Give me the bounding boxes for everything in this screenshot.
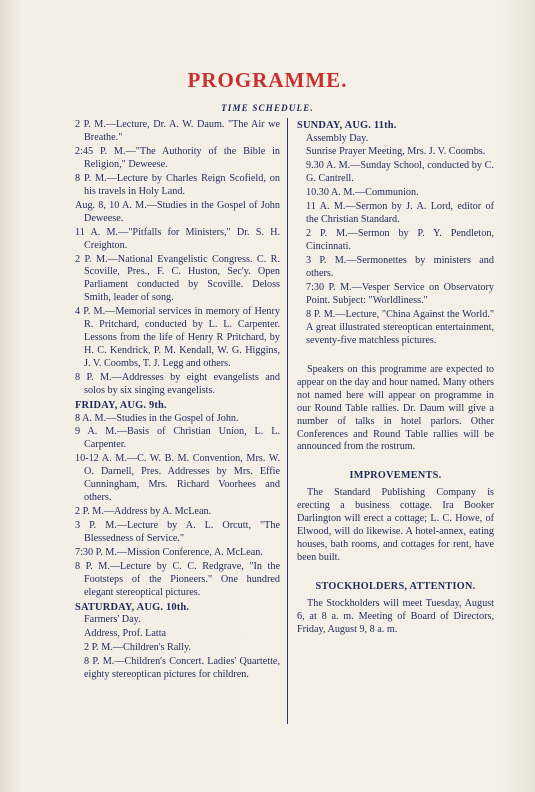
schedule-entry: 8 A. M.—Studies in the Gospel of John. — [75, 412, 239, 424]
section-heading: IMPROVEMENTS. — [349, 470, 442, 482]
schedule-entry: 8 P. M.—Lecture, "China Against the World." A great illustrated stereoptican entertainment, seventy-five matchless pictures. — [306, 308, 494, 346]
schedule-entry: 8 P. M.—Lecture by Charles Reign Scofield, on his travels in Holy Land. — [75, 172, 280, 197]
schedule-entry: 7:30 P. M.—Mission Conference, A. McLean. — [75, 547, 263, 559]
schedule-entry: 2:45 P. M.—"The Authority of the Bible in Religion," Deweese. — [75, 145, 280, 170]
schedule-entry: 8 P. M.—Children's Concert. Ladies' Quartette, eighty stereoptican pictures for children. — [84, 656, 280, 681]
schedule-entry: 2 P. M.—National Evangelistic Congress. C. R. Scoville, Pres., F. C. Huston, Sec'y. Open Parliament conducted by Scoville. Deloss Smith, leader of song. — [75, 253, 280, 304]
day-heading: SUNDAY, AUG. 11th. — [297, 120, 397, 131]
schedule-entry: 3 P. M.—Sermonettes by ministers and others. — [306, 255, 494, 280]
schedule-entry: 2 P. M.—Address by A. McLean. — [75, 506, 212, 518]
schedule-entry: 7:30 P. M.—Vesper Service on Observatory Point. Subject: "Worldliness." — [306, 281, 494, 306]
schedule-entry: 3 P. M.—Lecture by A. L. Orcutt, "The Blessedness of Service." — [75, 520, 280, 545]
schedule-entry: Farmers' Day. — [84, 614, 141, 626]
schedule-entry: Assembly Day. — [306, 132, 369, 144]
page-subtitle: TIME SCHEDULE. — [221, 103, 314, 113]
schedule-entry: 2 P. M.—Children's Rally. — [84, 642, 192, 654]
schedule-entry: 2 P. M.—Lecture, Dr. A. W. Daum. "The Air we Breathe." — [75, 119, 280, 143]
column-divider — [287, 118, 288, 724]
schedule-entry: Sunrise Prayer Meeting, Mrs. J. V. Coombs. — [306, 146, 486, 158]
page-title: PROGRAMME. — [187, 68, 348, 92]
day-heading: FRIDAY, AUG. 9th. — [75, 400, 167, 412]
right-column — [297, 119, 494, 637]
schedule-entry: 4 P. M.—Memorial services in memory of Henry R. Pritchard, conducted by L. L. Carpenter. Lessons from the life of Henry R Pritchard, by H. C. Kendrick, P. M. Kendall, W. G. Higgins, J. V. Coombs, T. J. Legg and others. — [75, 306, 280, 370]
schedule-entry: Aug. 8, 10 A. M.—Studies in the Gospel of John Deweese. — [75, 199, 280, 224]
notice-paragraph: The Standard Publishing Company is erecting a business cottage. Ira Booker Darlington will erect a cottage; L. C. Howe, of Elwood, will do likewise. A hotel-annex, eating houses, bath rooms, and cottages for rent, have been built. — [297, 487, 494, 564]
schedule-entry: 10-12 A. M.—C. W. B. M. Convention, Mrs. W. O. Darnell, Pres. Addresses by Mrs. Effie Cunningham, Mrs. Richard Voorhees and others. — [75, 453, 280, 504]
notice-paragraph: The Stockholders will meet Tuesday, August 6, at 8 a. m. Meeting of Board of Directors, Friday, August 9, 8 a. m. — [297, 598, 494, 635]
schedule-entry: 9 A. M.—Basis of Christian Union, L. L. Carpenter. — [75, 426, 280, 451]
schedule-entry: 10.30 A. M.—Communion. — [306, 187, 419, 199]
schedule-entry: 8 P. M.—Lecture by C. C. Redgrave, "In the Footsteps of the Pioneers." One hundred elegant stereoptical pictures. — [75, 561, 280, 598]
day-heading: SATURDAY, AUG. 10th. — [75, 601, 190, 613]
section-heading: STOCKHOLDERS, ATTENTION. — [315, 581, 476, 593]
schedule-entry: 9.30 A. M.—Sunday School, conducted by C. G. Cantrell. — [306, 160, 494, 185]
schedule-entry: 2 P. M.—Sermon by P. Y. Pendleton, Cincinnati. — [306, 228, 494, 253]
schedule-entry: Address, Prof. Latta — [84, 628, 167, 640]
left-column — [75, 119, 280, 683]
schedule-entry: 8 P. M.—Addresses by eight evangelists and solos by six singing evangelists. — [75, 372, 280, 397]
schedule-entry: 11 A. M.—Sermon by J. A. Lord, editor of the Christian Standard. — [306, 201, 494, 226]
schedule-entry: 11 A. M.—"Pitfalls for Ministers," Dr. S. H. Creighton. — [75, 226, 280, 251]
notice-paragraph: Speakers on this programme are expected to appear on the day and hour named. Many others not named here will appear on programme in our Round Table rallies. Dr. Daum will give a number of talks in hotel parlors. Other Conferences and Round Table rallies will be announced from the rostrum. — [297, 363, 494, 453]
